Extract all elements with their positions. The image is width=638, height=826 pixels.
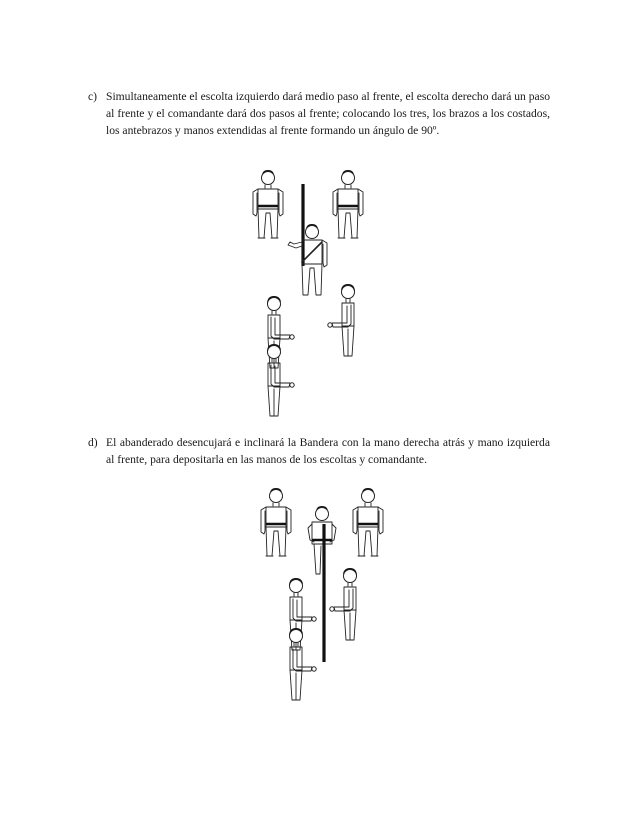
formation-figure-d	[258, 484, 398, 714]
escort-left-figure	[253, 170, 283, 238]
item-text: El abanderado desencujará e inclinará la Bandera con la mano derecha atrás y mano izquierda al frente, para depositarla en las manos de los escoltas y comandante.	[106, 436, 550, 467]
formation-figure-c	[248, 170, 388, 426]
flag-bearer-figure	[308, 506, 336, 662]
instruction-item-d	[88, 434, 550, 468]
commander-figure	[289, 628, 316, 700]
escort-right-advanced-figure	[330, 568, 357, 640]
escort-right-figure	[353, 488, 383, 556]
flag-bearer-figure	[288, 184, 327, 295]
escort-right-advanced-figure	[328, 284, 355, 356]
instruction-item-c	[88, 88, 550, 140]
item-marker: d)	[88, 436, 98, 449]
item-text: Simultaneamente el escolta izquierdo dará medio paso al frente, el escolta derecho dará un paso al frente y el comandante dará dos pasos al frente; colocando los tres, los brazos a los costados, los antebrazos y manos extendidas al frente formando un ángulo de 90º.	[106, 90, 550, 138]
commander-figure	[267, 344, 294, 416]
item-marker: c)	[88, 90, 98, 103]
escort-left-figure	[261, 488, 291, 556]
escort-right-figure	[333, 170, 363, 238]
